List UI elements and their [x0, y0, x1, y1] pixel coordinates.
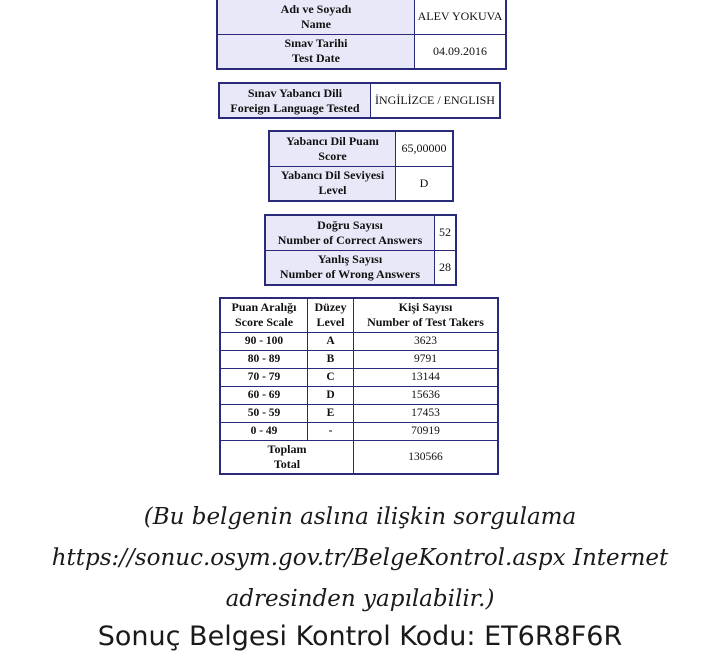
row-level: B: [308, 350, 354, 368]
table-row: [220, 404, 498, 422]
total-label: [220, 440, 354, 474]
date-value: 04.09.2016: [415, 34, 507, 69]
level-label-en: Level: [318, 183, 347, 198]
header-test-takers: [354, 298, 499, 332]
row-count: 15636: [354, 386, 499, 404]
header-score-scale: [220, 298, 308, 332]
wrong-label-tr: Yanlış Sayısı: [317, 252, 383, 267]
score-label-tr: Yabancı Dil Puanı: [286, 133, 379, 148]
header-test-takers-tr: Kişi Sayısı: [398, 300, 453, 315]
language-label: [219, 83, 371, 118]
total-row: [220, 440, 498, 474]
row-count: 3623: [354, 332, 499, 350]
row-range: 80 - 89: [220, 350, 308, 368]
table-row: [220, 350, 498, 368]
score-label: [269, 131, 396, 166]
header-level-tr: Düzey: [314, 300, 347, 315]
language-table: [218, 82, 501, 119]
date-label-en: Test Date: [292, 51, 340, 66]
header-level: [308, 298, 354, 332]
level-value: D: [396, 166, 454, 201]
score-table: [268, 130, 454, 202]
header-score-scale-en: Score Scale: [234, 315, 294, 330]
name-label-tr: Adı ve Soyadı: [280, 1, 352, 16]
wrong-label: [265, 250, 435, 285]
header-score-scale-tr: Puan Aralığı: [231, 300, 297, 315]
header-test-takers-en: Number of Test Takers: [367, 315, 484, 330]
total-label-en: Total: [273, 456, 301, 471]
row-level: E: [308, 404, 354, 422]
verification-note-line3: adresinden yapılabilir.): [225, 586, 495, 612]
header-level-en: Level: [316, 315, 345, 330]
name-label: [217, 0, 415, 34]
total-value: 130566: [354, 440, 499, 474]
wrong-value: 28: [435, 250, 457, 285]
row-level: C: [308, 368, 354, 386]
row-count: 17453: [354, 404, 499, 422]
verification-note-line2: https://sonuc.osym.gov.tr/BelgeKontrol.aspx Internet: [51, 545, 669, 571]
name-label-en: Name: [301, 16, 331, 31]
language-label-en: Foreign Language Tested: [230, 100, 360, 115]
correct-label-en: Number of Correct Answers: [277, 232, 423, 247]
row-range: 0 - 49: [220, 422, 308, 440]
answers-table: [264, 214, 457, 286]
level-label: [269, 166, 396, 201]
date-label-tr: Sınav Tarihi: [284, 36, 348, 51]
table-row: [220, 386, 498, 404]
candidate-info-table: [216, 0, 507, 70]
row-level: A: [308, 332, 354, 350]
row-range: 50 - 59: [220, 404, 308, 422]
row-count: 13144: [354, 368, 499, 386]
row-range: 70 - 79: [220, 368, 308, 386]
verification-note-line1: (Bu belgenin aslına ilişkin sorgulama: [143, 504, 577, 530]
language-value: İNGİLİZCE / ENGLISH: [371, 83, 501, 118]
language-label-tr: Sınav Yabancı Dili: [247, 85, 343, 100]
table-row: [220, 422, 498, 440]
row-level: D: [308, 386, 354, 404]
row-range: 90 - 100: [220, 332, 308, 350]
score-value: 65,00000: [396, 131, 454, 166]
correct-label: [265, 215, 435, 250]
control-code: Sonuç Belgesi Kontrol Kodu: ET6R8F6R: [97, 621, 623, 652]
name-value: ALEV YOKUVA: [415, 0, 507, 34]
row-level: -: [308, 422, 354, 440]
table-row: [220, 332, 498, 350]
wrong-label-en: Number of Wrong Answers: [279, 267, 421, 282]
score-label-en: Score: [318, 148, 347, 163]
score-scale-table: [219, 297, 499, 475]
row-count: 9791: [354, 350, 499, 368]
correct-value: 52: [435, 215, 457, 250]
level-label-tr: Yabancı Dil Seviyesi: [280, 168, 385, 183]
row-range: 60 - 69: [220, 386, 308, 404]
table-row: [220, 368, 498, 386]
correct-label-tr: Doğru Sayısı: [317, 217, 383, 232]
row-count: 70919: [354, 422, 499, 440]
total-label-tr: Toplam: [267, 441, 307, 456]
date-label: [217, 34, 415, 69]
